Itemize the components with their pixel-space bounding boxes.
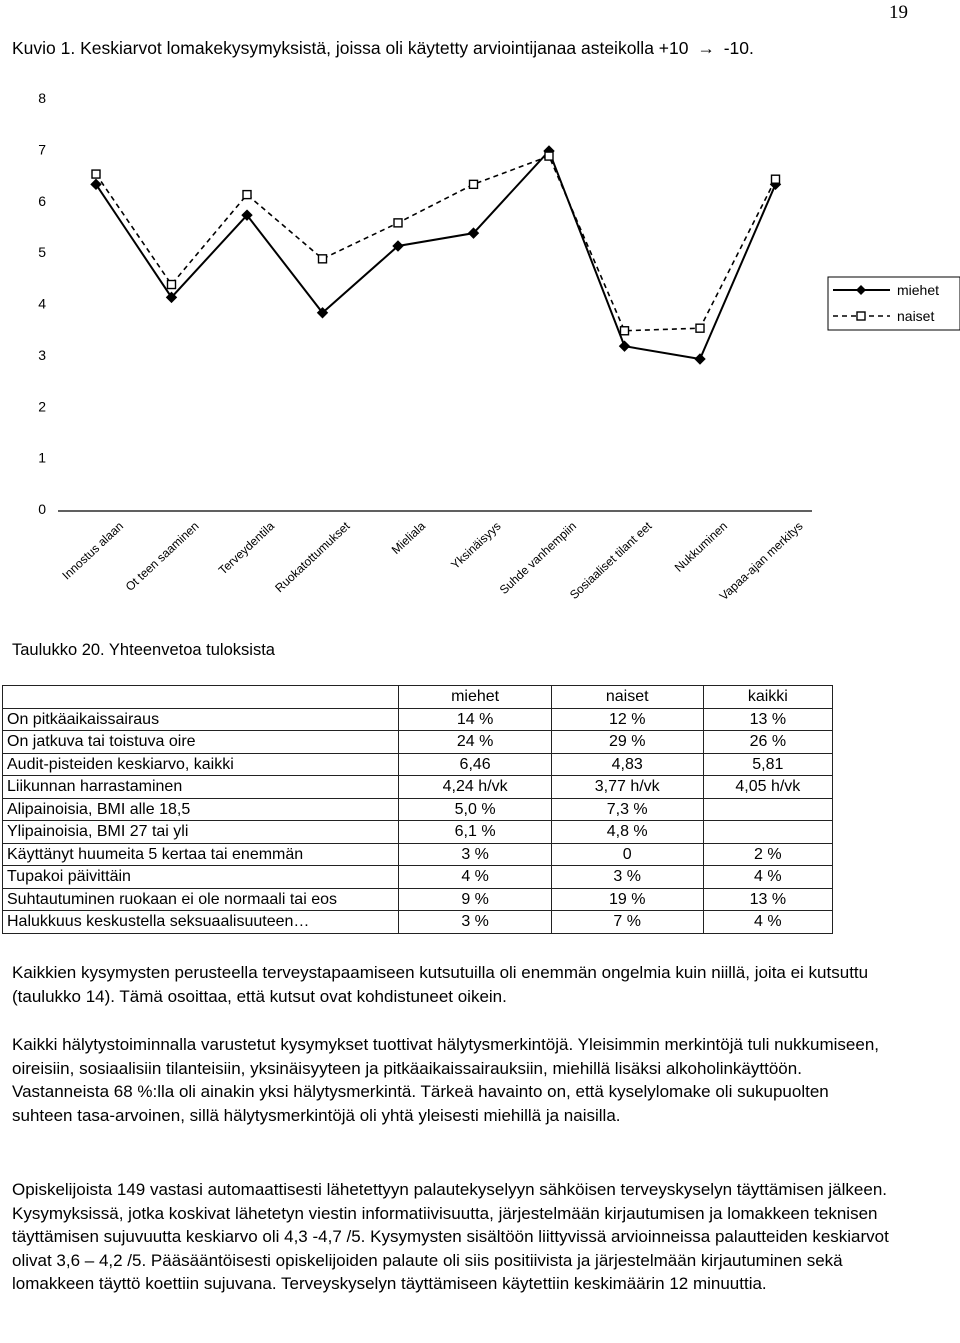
- table-row: [3, 911, 833, 934]
- table-cell: 6,1 %: [399, 821, 551, 844]
- x-tick-label: Ot teen saaminen: [122, 518, 202, 594]
- table-cell: 7,3 %: [551, 798, 703, 821]
- table-cell: 7 %: [551, 911, 703, 934]
- line-chart: [0, 80, 960, 640]
- table-cell: [703, 821, 832, 844]
- table-cell: 4,83: [551, 753, 703, 776]
- table-row-label: Tupakoi päivittäin: [3, 866, 399, 889]
- y-tick-label: 5: [38, 244, 46, 261]
- table-header-cell: kaikki: [703, 686, 832, 709]
- table-cell: 5,0 %: [399, 798, 551, 821]
- table-caption: Taulukko 20. Yhteenvetoa tuloksista: [12, 641, 275, 659]
- series-line-miehet: [96, 151, 776, 359]
- x-tick-label: Terveydentila: [215, 518, 278, 578]
- summary-table: [2, 685, 833, 934]
- y-tick-label: 0: [38, 501, 46, 517]
- table-cell: 5,81: [703, 753, 832, 776]
- table-row: [3, 798, 833, 821]
- table-row-label: Audit-pisteiden keskiarvo, kaikki: [3, 753, 399, 776]
- table-cell: 29 %: [551, 731, 703, 754]
- table-cell: 6,46: [399, 753, 551, 776]
- table-row-label: On pitkäaikaissairaus: [3, 708, 399, 731]
- table-row-label: Suhtautuminen ruokaan ei ole normaali tai eos: [3, 888, 399, 911]
- paragraph-2: Kaikki hälytystoiminnalla varustetut kysymykset tuottivat hälytysmerkintöjä. Yleisimmin merkintöjä tuli nukkumiseen, oireisiin, sosiaalisiin tilanteisiin, yksinäisyyteen ja pitkäaikaissairauksiin, miehillä lisäksi alkoholinkäyttöön. Vastanneista 68 %:lla oli ainakin yksi hälytysmerkintä. Tärkeä havainto on, että kyselylomake oli sukupuolten suhteen tasa-arvoinen, sillä hälytysmerkintöjä oli yhtä yleisesti miehillä ja naisilla.: [12, 1035, 880, 1125]
- table-row: [3, 776, 833, 799]
- x-tick-label: Innostus alaan: [59, 518, 127, 583]
- table-cell: 3 %: [399, 911, 551, 934]
- x-tick-label: Ruokatottumukset: [272, 518, 353, 596]
- y-tick-label: 7: [38, 141, 46, 158]
- table-header-cell: [3, 686, 399, 709]
- table-row-label: Halukkuus keskustella seksuaalisuuteen…: [3, 911, 399, 934]
- table-cell: 4,24 h/vk: [399, 776, 551, 799]
- table-row-label: Käyttänyt huumeita 5 kertaa tai enemmän: [3, 843, 399, 866]
- data-point-naiset: [92, 170, 100, 178]
- figure-caption: [12, 38, 754, 59]
- table-cell: 4 %: [399, 866, 551, 889]
- table-row-label: On jatkuva tai toistuva oire: [3, 731, 399, 754]
- table-cell: 4 %: [703, 911, 832, 934]
- y-tick-label: 3: [38, 346, 46, 363]
- legend-marker-naiset: [857, 312, 865, 320]
- data-point-naiset: [772, 175, 780, 183]
- table-cell: [703, 798, 832, 821]
- table-header-cell: naiset: [551, 686, 703, 709]
- table-cell: 4 %: [703, 866, 832, 889]
- data-point-miehet: [695, 354, 705, 364]
- y-tick-label: 6: [38, 192, 46, 209]
- table-row: [3, 708, 833, 731]
- series-line-naiset: [96, 156, 776, 331]
- table-header-cell: miehet: [399, 686, 551, 709]
- legend-box: [828, 277, 960, 330]
- x-tick-label: Nukkuminen: [671, 518, 731, 575]
- data-point-naiset: [621, 327, 629, 335]
- table-cell: 12 %: [551, 708, 703, 731]
- data-point-miehet: [620, 341, 630, 351]
- table-cell: 13 %: [703, 708, 832, 731]
- chart-legend: [828, 277, 960, 330]
- table-row: [3, 731, 833, 754]
- y-tick-label: 2: [38, 398, 46, 415]
- table-row-label: Alipainoisia, BMI alle 18,5: [3, 798, 399, 821]
- table-row: [3, 821, 833, 844]
- data-point-naiset: [319, 255, 327, 263]
- table-cell: 14 %: [399, 708, 551, 731]
- table-cell: 3 %: [399, 843, 551, 866]
- table-cell: 4,8 %: [551, 821, 703, 844]
- legend-label-miehet: miehet: [897, 282, 940, 298]
- legend-label-naiset: naiset: [897, 308, 935, 324]
- table-row-label: Ylipainoisia, BMI 27 tai yli: [3, 821, 399, 844]
- y-tick-label: 4: [38, 295, 46, 312]
- table-cell: 4,05 h/vk: [703, 776, 832, 799]
- table-row: [3, 753, 833, 776]
- x-tick-label: Vapaa-ajan merkitys: [716, 518, 806, 604]
- table-row: [3, 888, 833, 911]
- x-tick-label: Yksinäisyys: [448, 518, 504, 572]
- table-cell: 26 %: [703, 731, 832, 754]
- data-point-naiset: [394, 219, 402, 227]
- figure-caption-end: -10.: [723, 38, 754, 58]
- paragraph-1: Kaikkien kysymysten perusteella terveystapaamiseen kutsutuilla oli enemmän ongelmia kuin niillä, joita ei kutsuttu (taulukko 14). Tämä osoittaa, että kutsut ovat kohdistuneet oikein.: [12, 963, 869, 1006]
- table-row: [3, 843, 833, 866]
- table-cell: 19 %: [551, 888, 703, 911]
- table-row-label: Liikunnan harrastaminen: [3, 776, 399, 799]
- x-tick-label: Sosiaaliset tilant eet: [566, 518, 655, 602]
- table-header-row: [3, 686, 833, 709]
- y-tick-label: 8: [38, 90, 46, 106]
- y-tick-label: 1: [38, 449, 46, 466]
- table-cell: 3,77 h/vk: [551, 776, 703, 799]
- paragraph-3: Opiskelijoista 149 vastasi automaattisesti lähetettyyn palautekyselyyn sähköisen terveyskyselyn täyttämisen jälkeen. Kysymyksissä, jotka koskivat lähetetyn viestin informatiivisuutta, järjestelmään kirjautumisen ja lomakkeen teknisen täyttämisen sujuvuutta keskiarvo oli 4,3 -4,7 /5. Kysymysten sisältöön liittyvissä arvioinneissa palautteiden keskiarvot olivat 3,6 – 4,2 /5. Pääsääntöisesti opiskelijoiden palaute oli siis positiivista ja järjestelmään kirjautuminen sekä lomakkeen täyttö koettiin sujuvana. Terveyskyselyn täyttämiseen käytettiin keskimäärin 12 minuuttia.: [12, 1180, 889, 1293]
- data-point-naiset: [243, 191, 251, 199]
- data-point-naiset: [470, 180, 478, 188]
- table-row: [3, 866, 833, 889]
- table-cell: 9 %: [399, 888, 551, 911]
- table-cell: 2 %: [703, 843, 832, 866]
- table-cell: 3 %: [551, 866, 703, 889]
- data-point-naiset: [696, 324, 704, 332]
- data-point-naiset: [545, 152, 553, 160]
- page-number: 19: [889, 2, 908, 23]
- data-point-naiset: [168, 281, 176, 289]
- arrow-right-icon: →: [697, 38, 715, 58]
- x-tick-label: Suhde vanhempiin: [496, 518, 580, 597]
- x-tick-label: Mieliala: [388, 518, 429, 557]
- figure-caption-text: Kuvio 1. Keskiarvot lomakekysymyksistä, joissa oli käytetty arviointijanaa asteikolla +10: [12, 38, 689, 58]
- table-cell: 24 %: [399, 731, 551, 754]
- table-cell: 13 %: [703, 888, 832, 911]
- table-cell: 0: [551, 843, 703, 866]
